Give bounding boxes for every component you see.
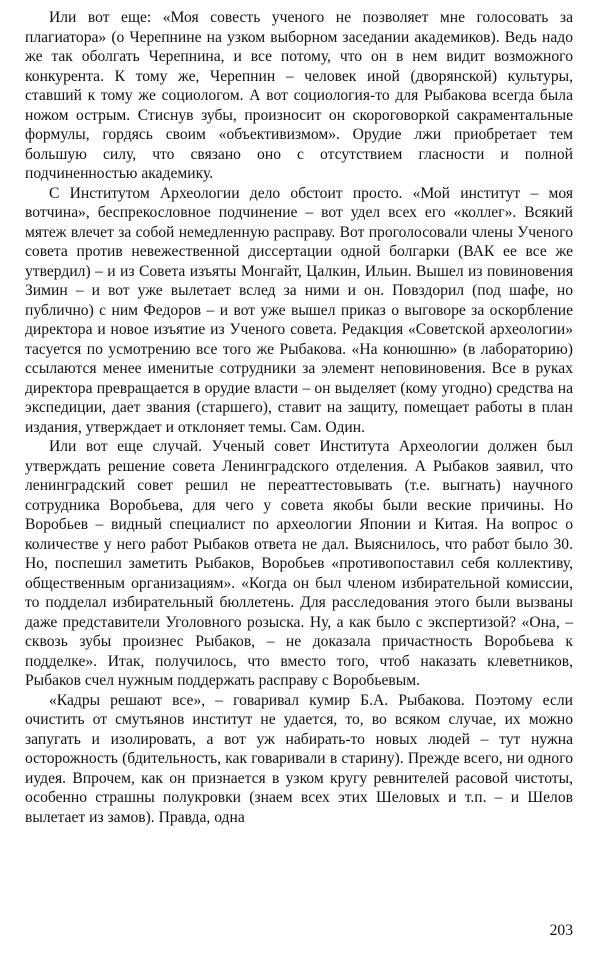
- paragraph-4: «Кадры решают все», – говаривал кумир Б.А. Рыбакова. Поэтому если очистить от смутьянов институт не удается, то, во всяком случае, их можно запугать и изолировать, а вот уж набирать-то новых людей – тут нужна осторожность (бдительность, как говаривали в старину). Прежде всего, ни одного иудея. Впрочем, как он признается в узком кругу ревнителей расовой чистоты, особенно страшны полукровки (знаем всех этих Шеловых и т.п. – и Шелов вылетает из замов). Правда, одна: [25, 691, 573, 826]
- body-text: [25, 8, 573, 827]
- paragraph-1: Или вот еще: «Моя совесть ученого не позволяет мне голосовать за плагиатора» (о Черепнине на узком выборном заседании академиков). Ведь надо же так оболгать Черепнина, и все потому, что он в нем видит возможного конкурента. К тому же, Черепнин – человек иной (дворянской) культуры, ставший к тому же социологом. А вот социология-то для Рыбакова всегда была ножом острым. Стиснув зубы, произносит он скороговоркой сакраментальные формулы, гордясь своим «объективизмом». Орудие лжи приобретает тем большую силу, что связано оно с отсутствием гласности и полной подчиненностью академику.: [25, 9, 573, 182]
- page-number: 203: [549, 922, 573, 939]
- paragraph-3: Или вот еще случай. Ученый совет Института Археологии должен был утверждать решение совета Ленинградского отделения. А Рыбаков заявил, что ленинградский совет решил не переаттестовывать (т.е. выгнать) научного сотрудника Воробьева, для чего у совета якобы были веские причины. Но Воробьев – видный специалист по археологии Японии и Китая. На вопрос о количестве у него работ Рыбаков ответа не дал. Выяснилось, что работ было 30. Но, поспешил заметить Рыбаков, Воробьев «противопоставил себя коллективу, общественным организациям». «Когда он был членом избирательной комиссии, то подделал избирательный бюллетень. Для расследования этого были вызваны даже представители Уголовного розыска. Ну, а как было с экспертизой? «Она, – сквозь зубы произнес Рыбаков, – не доказала причастность Воробьева к подделке». Итак, получилось, что вместо того, чтоб наказать клеветников, Рыбаков счел нужным поддержать расправу с Воробьевым.: [25, 438, 573, 689]
- paragraph-2: С Институтом Археологии дело обстоит просто. «Мой институт – моя вотчина», беспрекословное подчинение – вот удел всех его «коллег». Всякий мятеж влечет за собой немедленную расправу. Вот проголосовали члены Ученого совета против невежественной диссертации одной болгарки (ВАК ее все же утвердил) – и из Совета изъяты Монгайт, Цалкин, Ильин. Вышел из повиновения Зимин – и вот уже вылетает вслед за ними и он. Повздорил (под шафе, но публично) с ним Федоров – и вот уже вышел приказ о выговоре за оскорбление директора и новое изъятие из Ученого совета. Редакция «Советской археологии» тасуется по усмотрению все того же Рыбакова. «На конюшню» (в лабораторию) ссылаются менее именитые сотрудники за элемент неповиновения. Все в руках директора превращается в орудие власти – он выделяет (кому угодно) средства на экспедиции, дает звания (старшего), ставит на защиту, помещает работы в план издания, утверждает и отклоняет темы. Сам. Один.: [25, 184, 573, 436]
